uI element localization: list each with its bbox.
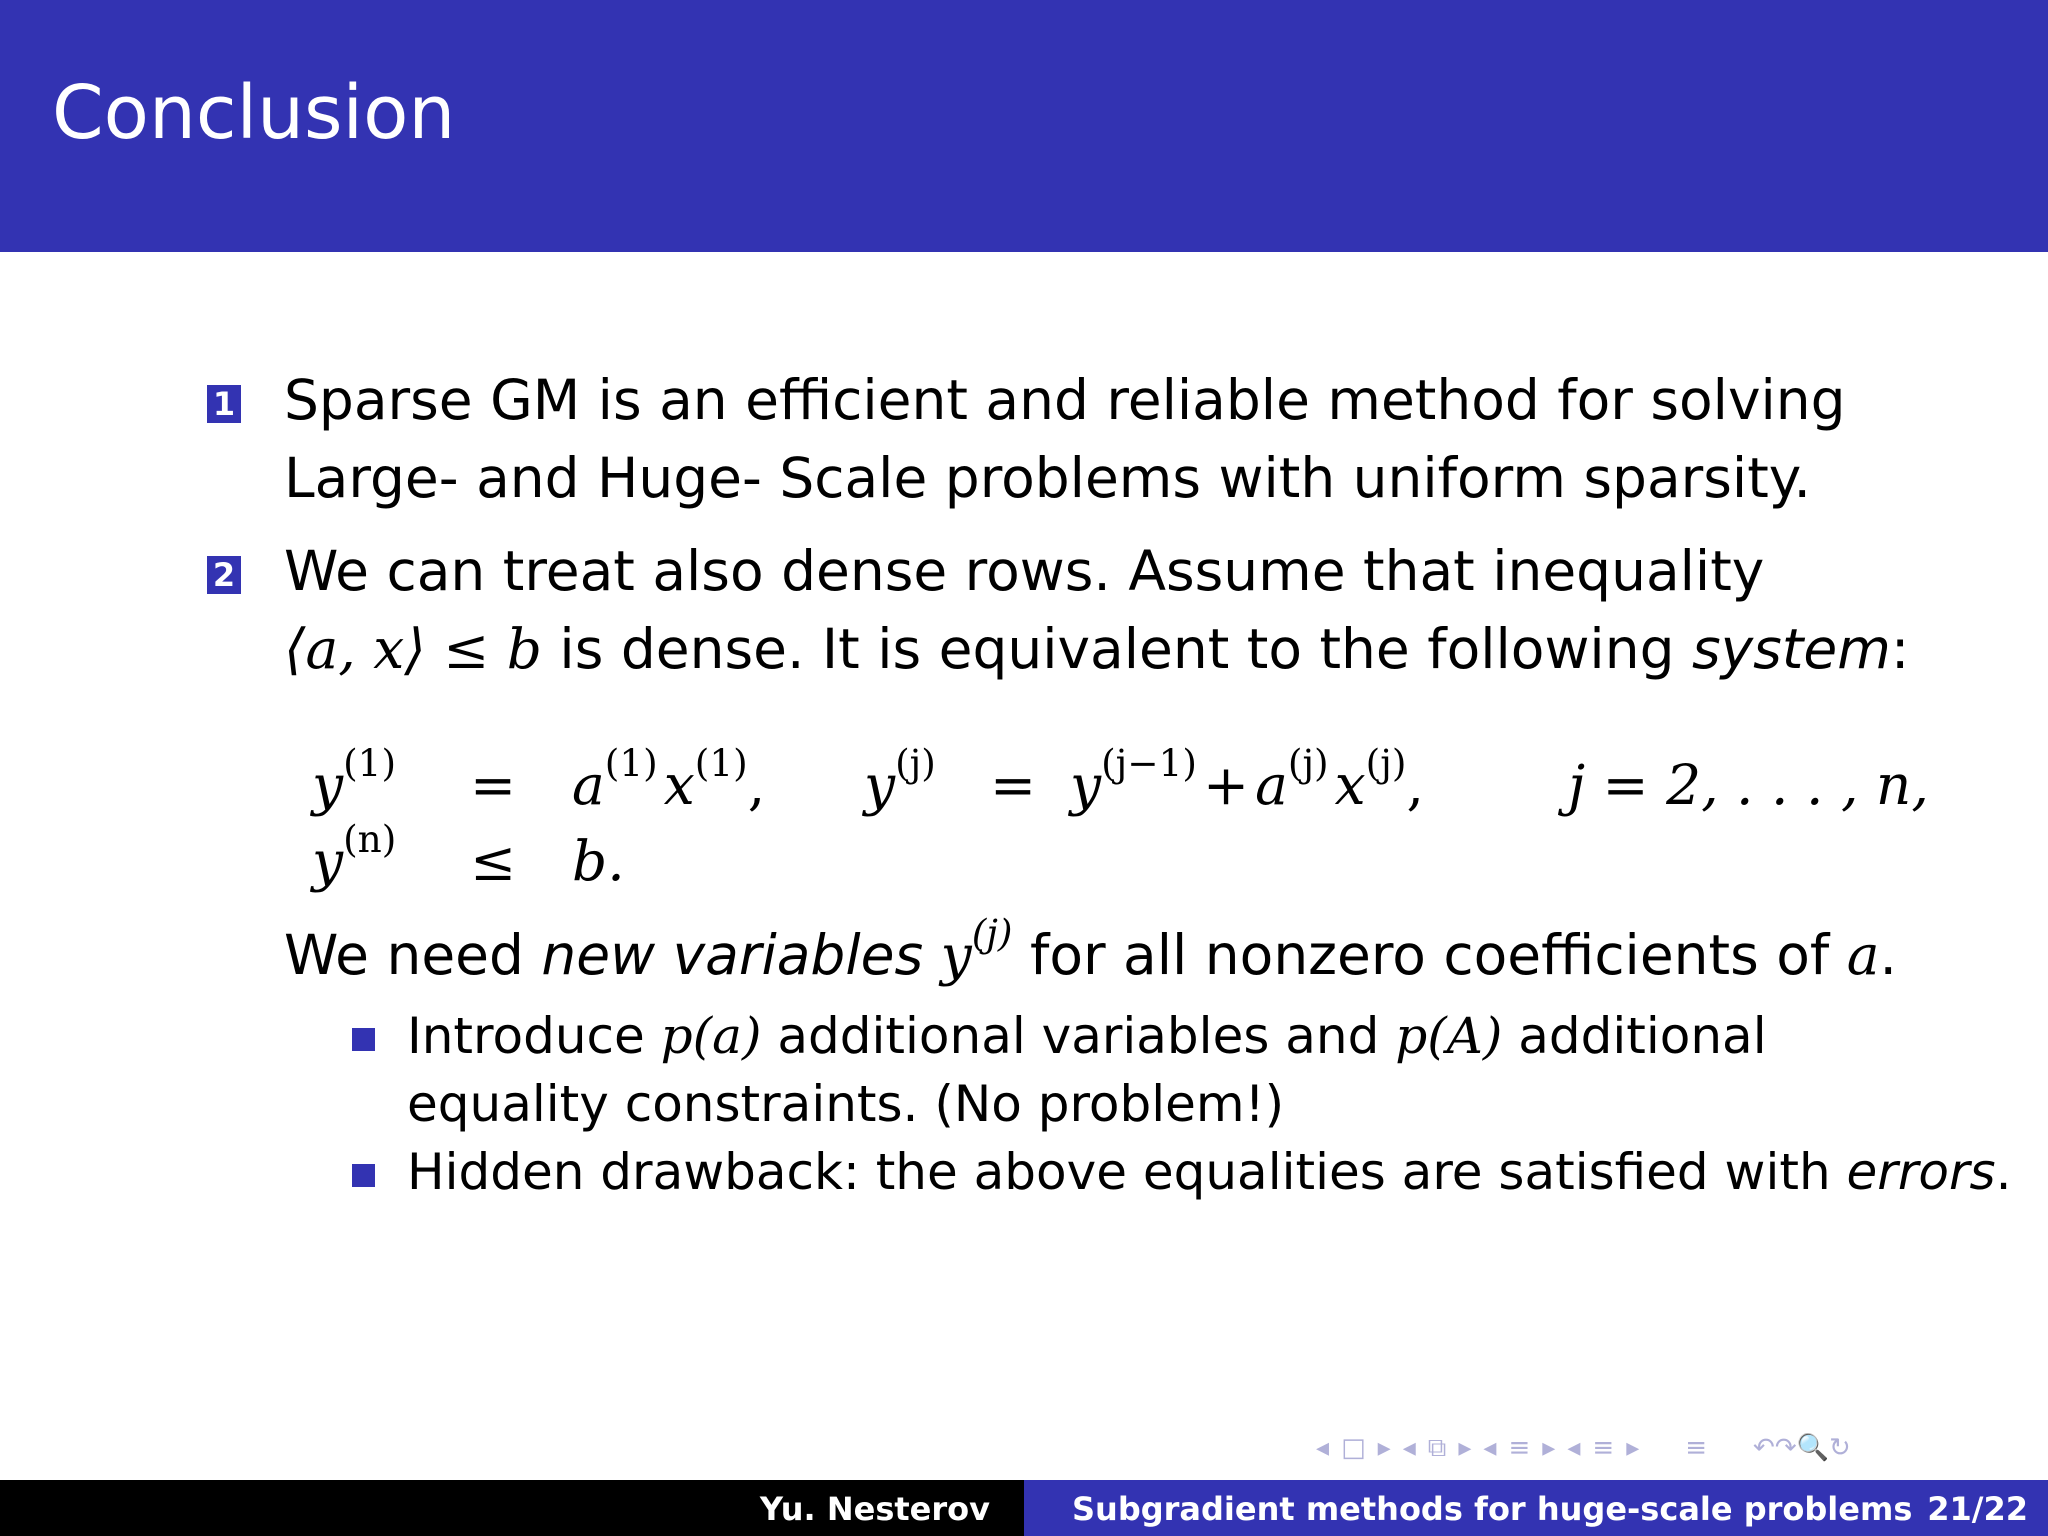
section-next-icon[interactable]: ▸ [1542,1433,1556,1463]
new-variables-emph: new variables [541,923,941,987]
item-2-line-2-end: : [1890,617,1910,681]
footer-title-box [1024,1480,2048,1536]
section-prev-icon[interactable]: ◂ [1483,1433,1497,1463]
enum-badge-2: 2 [207,556,241,594]
bullet-square-1 [352,1028,375,1051]
eq-row1-rel2: = [990,753,1037,817]
subitem-text: Introduce [407,1007,661,1065]
system-emph: system [1691,617,1891,681]
subitem-2-line-1 [407,1143,2012,1201]
subitem-1-line-1 [407,1007,1767,1065]
item-1-line-1: Sparse GM is an efficient and reliable method for solving [284,368,1846,432]
subitem-text: Hidden drawback: the above equalities are satisfied with [407,1143,1847,1201]
need-var-2: a [1846,923,1880,987]
eq-sup: (j) [895,740,936,785]
need-var-sup: (j) [971,910,1013,955]
item-2-line-2-text: is dense. It is equivalent to the following [541,617,1692,681]
subitem-text: additional variables and [761,1007,1396,1065]
errors-emph: errors [1846,1143,1996,1201]
item-2-line-2 [284,617,1910,681]
subitem-math: p(A) [1395,1007,1503,1065]
subsection-prev-icon[interactable]: ◂ [1402,1433,1416,1463]
eq-var: b. [572,829,625,893]
eq-sup: (j) [1365,740,1407,785]
eq-var: a [572,753,605,817]
subsec-prev-icon[interactable]: ◂ [1567,1433,1581,1463]
eq-row1-lhs [312,740,397,817]
eq-range: j = 2, . . . , n, [1568,753,1929,817]
need-var: y [940,923,972,987]
bullet-square-2 [352,1164,375,1187]
slide-footer [0,1480,2048,1536]
item-2-line-1: We can treat also dense rows. Assume that inequality [284,539,1765,603]
eq-row2-lhs [312,816,397,893]
subitem-1-line-2: equality constraints. (No problem!) [407,1075,1285,1133]
need-text: We need [284,923,542,987]
subsec-next-icon[interactable]: ▸ [1626,1433,1640,1463]
need-end: . [1879,923,1898,987]
toc-icon[interactable]: ≡ [1685,1433,1708,1463]
eq-var: x [1334,753,1366,817]
need-line [284,910,1898,987]
eq-var: x [663,753,695,817]
eq-var: y [312,829,344,893]
frame-prev-icon[interactable]: ◂ [1316,1433,1330,1463]
footer-page-number: 21/22 [1927,1490,2028,1528]
eq-sup: (1) [343,740,397,785]
eq-row1-rhs [572,740,766,817]
enum-badge-1: 1 [207,385,241,423]
inequality-math: ⟨a, x⟩ ≤ b [284,617,542,681]
eq-comma: , [1406,753,1424,817]
section-icon[interactable]: ≡ [1508,1433,1531,1463]
search-undo-redo-icon[interactable]: ↶↷🔍↻ [1753,1433,1851,1463]
eq-sup: (1) [604,740,658,785]
need-text-2: for all nonzero coefficients of [1012,923,1847,987]
eq-row1-rel: = [470,753,517,817]
eq-sup: (j) [1287,740,1329,785]
eq-row2-rel: ≤ [470,829,517,893]
eq-row1-range [1568,753,1929,817]
eq-row2-rhs [572,829,625,893]
frame-icon[interactable]: □ [1341,1433,1366,1463]
eq-plus: + [1202,753,1250,817]
footer-author: Yu. Nesterov [759,1490,990,1528]
eq-row1-rhs2 [1070,740,1424,817]
eq-var: y [864,753,896,817]
eq-var: a [1255,753,1288,817]
frame-next-icon[interactable]: ▸ [1377,1433,1391,1463]
subsec-icon[interactable]: ≡ [1592,1433,1615,1463]
eq-row1-lhs2 [864,740,936,817]
eq-sup: (1) [694,740,748,785]
footer-author-box [0,1480,1024,1536]
eq-sup: (j−1) [1101,740,1197,785]
eq-var: y [1070,753,1102,817]
slide-title: Conclusion [52,70,456,156]
eq-comma: , [747,753,766,817]
eq-var: y [312,753,344,817]
subitem-math: p(a) [660,1007,762,1065]
eq-sup: (n) [343,816,397,861]
subitem-text: additional [1502,1007,1767,1065]
beamer-navigation [1310,1432,1857,1464]
subsection-frames-icon[interactable]: ⧉ [1427,1432,1447,1463]
subsection-next-icon[interactable]: ▸ [1458,1433,1472,1463]
footer-talk-title: Subgradient methods for huge-scale problems [1072,1490,1913,1528]
item-1-line-2: Large- and Huge- Scale problems with uniform sparsity. [284,446,1811,510]
subitem-end: . [1995,1143,2012,1201]
